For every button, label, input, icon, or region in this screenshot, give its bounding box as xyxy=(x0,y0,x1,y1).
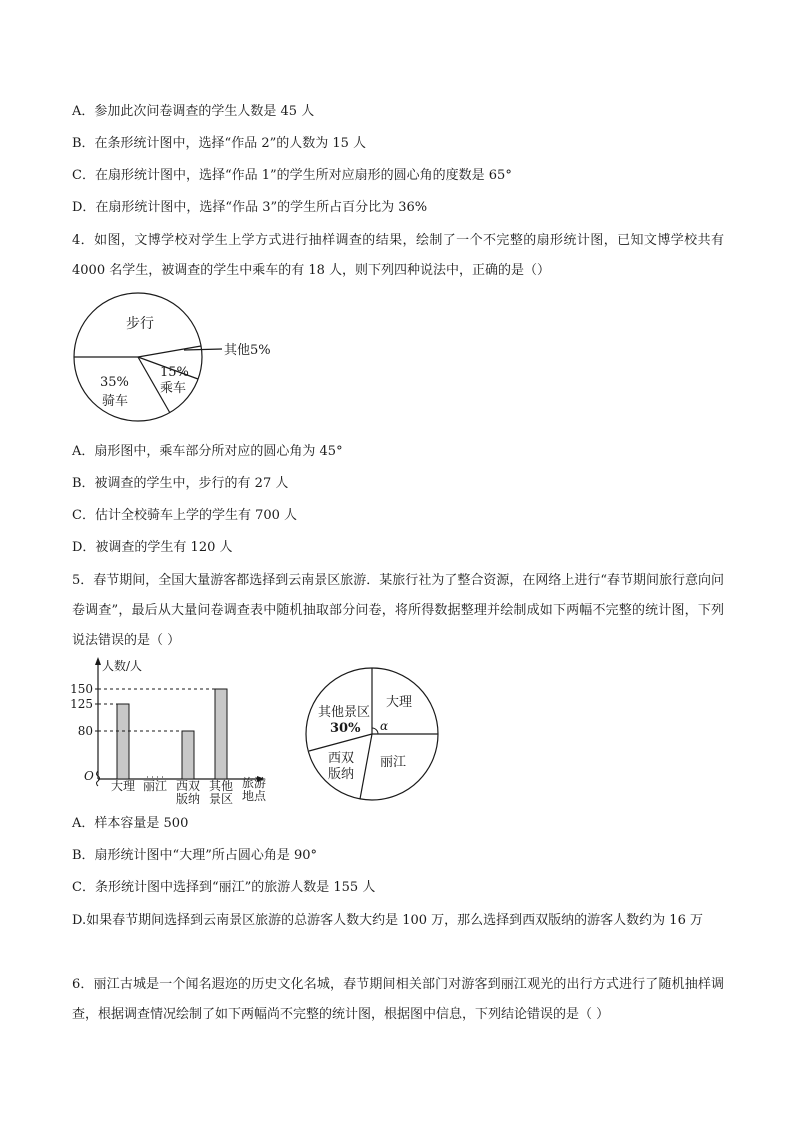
x-axis-label-line2: 地点 xyxy=(241,789,267,803)
q5-option-d: D.如果春节期间选择到云南景区旅游的总游客人数大约是 100 万，那么选择到西双版纳的游客人数约为 16 万 xyxy=(72,913,703,928)
pie-label-dali: 大理 xyxy=(386,695,413,710)
pie-label-walk: 步行 xyxy=(126,316,154,332)
pie-label-lijiang: 丽江 xyxy=(380,755,407,770)
y-tick-label-1: 125 xyxy=(70,697,93,711)
y-axis-arrow xyxy=(95,657,101,665)
bar-chart-plot xyxy=(70,657,267,806)
q4-option-d: D．被调查的学生有 120 人 xyxy=(72,540,233,555)
q3-option-c: C．在扇形统计图中，选择“作品 1”的学生所对应扇形的圆心角的度数是 65° xyxy=(72,168,512,183)
y-tick-label-0: 80 xyxy=(77,724,93,738)
q5-option-b: B．扇形统计图中“大理”所占圆心角是 90° xyxy=(72,848,318,863)
q3-option-b: B．在条形统计图中，选择“作品 2”的人数为 15 人 xyxy=(72,136,367,151)
bar-0 xyxy=(117,704,129,779)
pie-label-other-pct: 30% xyxy=(330,721,361,736)
q4-stem: 4．如图，文博学校对学生上学方式进行抽样调查的结果，绘制了一个不完整的扇形统计图，已知文博学校共有 4000 名学生，被调查的学生中乘车的有 18 人，则下列四种说法中，正确的是（） xyxy=(72,233,724,278)
q4-option-b: B．被调查的学生中，步行的有 27 人 xyxy=(72,476,289,491)
pie-label-other: 其他5% xyxy=(224,343,271,358)
q5-option-a: A．样本容量是 500 xyxy=(72,816,189,831)
x-tick-label-2-0: 西双 xyxy=(175,779,201,793)
x-tick-label-1-0: 丽江 xyxy=(142,779,168,793)
x-tick-label-2-1: 版纳 xyxy=(175,792,201,806)
q5-stem: 5．春节期间，全国大量游客都选择到云南景区旅游．某旅行社为了整合资源，在网络上进行“春节期间旅行意向问卷调查”，最后从大量问卷调查表中随机抽取部分问卷，将所得数据整理并绘制成如下两幅不完整的统计图，下列说法错误的是（ ） xyxy=(72,573,724,648)
pie-label-other: 其他景区 xyxy=(318,705,371,720)
angle-alpha-label: α xyxy=(380,719,389,733)
bar-2 xyxy=(182,731,194,779)
q6-stem: 6．丽江古城是一个闻名遐迩的历史文化名城，春节期间相关部门对游客到丽江观光的出行方式进行了随机抽样调查，根据调查情况绘制了如下两幅尚不完整的统计图，根据图中信息，下列结论错误的是（ ） xyxy=(72,977,724,1022)
q3-option-a: A．参加此次问卷调查的学生人数是 45 人 xyxy=(72,104,315,119)
q4-option-a: A．扇形图中，乘车部分所对应的圆心角为 45° xyxy=(72,444,343,459)
y-tick-label-2: 150 xyxy=(70,682,93,696)
origin-label: O xyxy=(84,769,94,783)
pie-label-xishuang-1: 西双 xyxy=(328,751,355,766)
pie-label-bus: 乘车 xyxy=(160,381,187,396)
x-tick-label-0-0: 大理 xyxy=(110,779,136,793)
x-tick-label-3-0: 其他 xyxy=(208,779,234,793)
q5-option-c: C．条形统计图中选择到“丽江”的旅游人数是 155 人 xyxy=(72,880,376,895)
x-axis-label-line1: 旅游 xyxy=(241,776,267,790)
q4-option-c: C．估计全校骑车上学的学生有 700 人 xyxy=(72,508,298,523)
pie-label-bike: 骑车 xyxy=(102,394,129,409)
bar-3 xyxy=(215,689,227,779)
pie-label-xishuang-2: 版纳 xyxy=(328,767,355,782)
q5-bar-chart xyxy=(70,654,276,806)
q3-option-d: D．在扇形统计图中，选择“作品 3”的学生所占百分比为 36% xyxy=(72,200,428,215)
q4-pie-chart xyxy=(66,292,296,432)
pie-label-bike-pct: 35% xyxy=(100,375,129,390)
x-tick-label-3-1: 景区 xyxy=(208,792,234,806)
y-axis-label: 人数/人 xyxy=(102,659,143,673)
q5-pie-chart xyxy=(300,664,450,804)
pie-label-bus-pct: 15% xyxy=(160,365,189,380)
